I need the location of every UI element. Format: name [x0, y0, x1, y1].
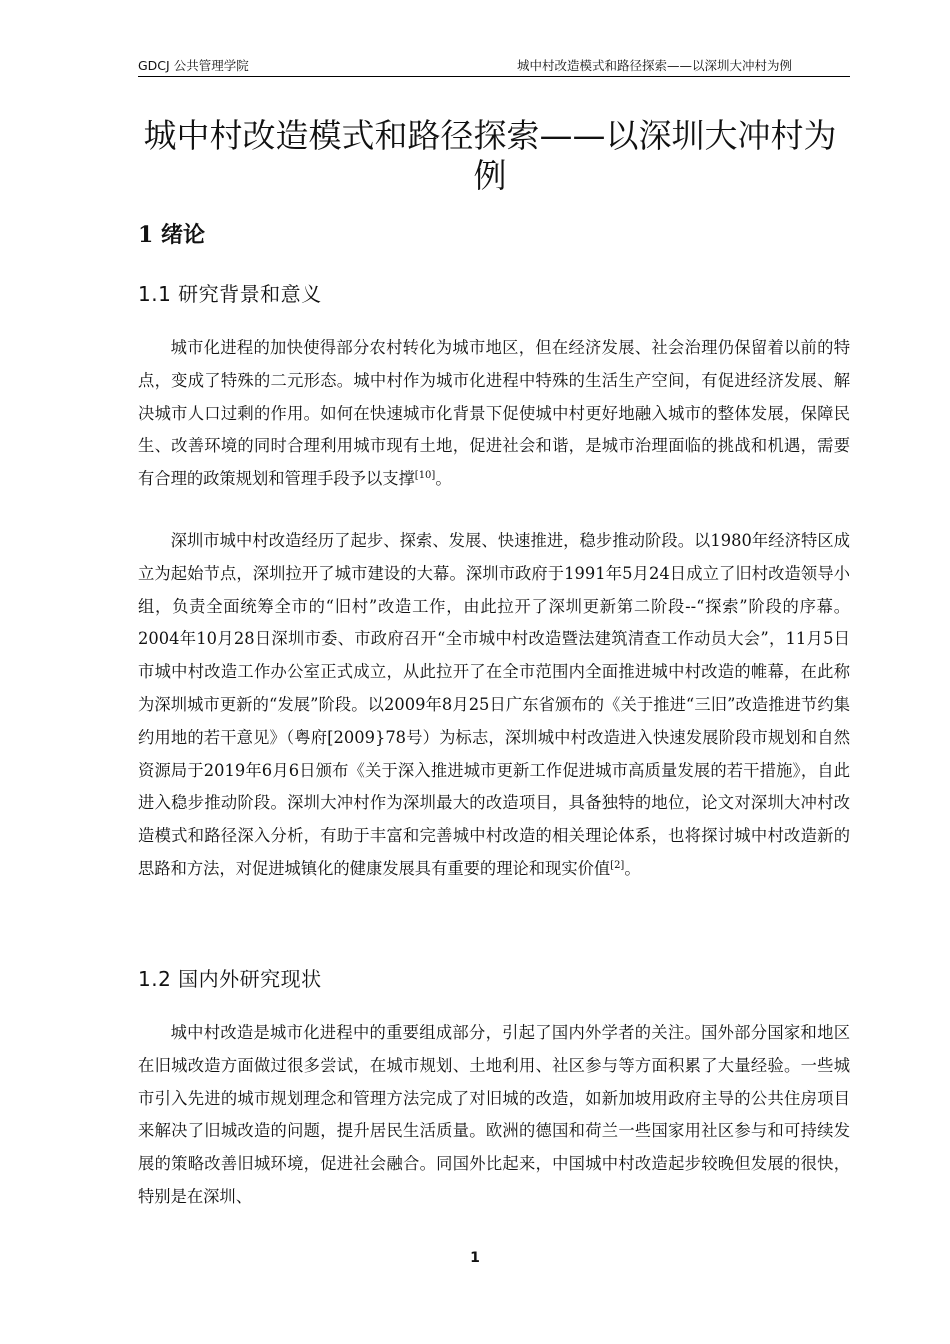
header-institution: GDCJ 公共管理学院: [138, 58, 249, 73]
paragraph-research-status-1: [138, 1017, 850, 1214]
citation-ref: [10]: [414, 470, 436, 482]
header-running-title: 城中村改造模式和路径探索——以深圳大冲村为例: [516, 58, 792, 73]
paragraph-end: 。: [624, 858, 641, 878]
section-heading-1-1: 1.1 研究背景和意义: [138, 282, 322, 306]
section-heading-1-2: 1.2 国内外研究现状: [138, 967, 322, 991]
page-number: 1: [470, 1250, 480, 1266]
section-heading-1: 1 绪论: [138, 222, 205, 248]
paragraph-text: 城市化进程的加快使得部分农村转化为城市地区，但在经济发展、社会治理仍保留着以前的特点，变成了特殊的二元形态。城中村作为城市化进程中特殊的生活生产空间，有促进经济发展、解决城市人口过剩的作用。如何在快速城市化背景下促使城中村更好地融入城市的整体发展，保障民生、改善环境的同时合理利用城市现有土地，促进社会和谐，是城市治理面临的挑战和机遇，需要有合理的政策规划和管理手段予以支撑: [138, 338, 850, 489]
paragraph-background-2: [138, 525, 850, 886]
paragraph-end: 。: [435, 469, 452, 489]
citation-ref: [2]: [610, 859, 625, 871]
page-header: [138, 58, 850, 77]
paragraph-text: 深圳市城中村改造经历了起步、探索、发展、快速推进，稳步推动阶段。以1980年经济特区成立为起始节点，深圳拉开了城市建设的大幕。深圳市政府于1991年5月24日成立了旧村改造领导小组，负责全面统筹全市的“旧村”改造工作，由此拉开了深圳更新第二阶段--“探索”阶段的序幕。2004年10月28日深圳市委、市政府召开“全市城中村改造暨法建筑清查工作动员大会”，11月5日市城中村改造工作办公室正式成立，从此拉开了在全市范围内全面推进城中村改造的帷幕，在此称为深圳城市更新的“发展”阶段。以2009年8月25日广东省颁布的《关于推进“三旧”改造推进节约集约用地的若干意见》（粤府[2009}78号）为标志，深圳城中村改造进入快速发展阶段市规划和自然资源局于2019年6月6日颁布《关于深入推进城市更新工作促进城市高质量发展的若干措施》，自此进入稳步推动阶段。深圳大冲村作为深圳最大的改造项目，具备独特的地位，论文对深圳大冲村改造模式和路径深入分析，有助于丰富和完善城中村改造的相关理论体系，也将探讨城中村改造新的思路和方法，对促进城镇化的健康发展具有重要的理论和现实价值: [138, 531, 850, 878]
paper-title: 城中村改造模式和路径探索——以深圳大冲村为例: [143, 116, 837, 195]
paragraph-text: 城中村改造是城市化进程中的重要组成部分，引起了国内外学者的关注。国外部分国家和地区在旧城改造方面做过很多尝试，在城市规划、土地利用、社区参与等方面积累了大量经验。一些城市引入先进的城市规划理念和管理方法完成了对旧城的改造，如新加坡用政府主导的公共住房项目来解决了旧城改造的问题，提升居民生活质量。欧洲的德国和荷兰一些国家用社区参与和可持续发展的策略改善旧城环境，促进社会融合。同国外比起来，中国城中村改造起步较晚但发展的很快，特别是在深圳、: [138, 1023, 850, 1206]
paragraph-background-1: [138, 332, 850, 496]
